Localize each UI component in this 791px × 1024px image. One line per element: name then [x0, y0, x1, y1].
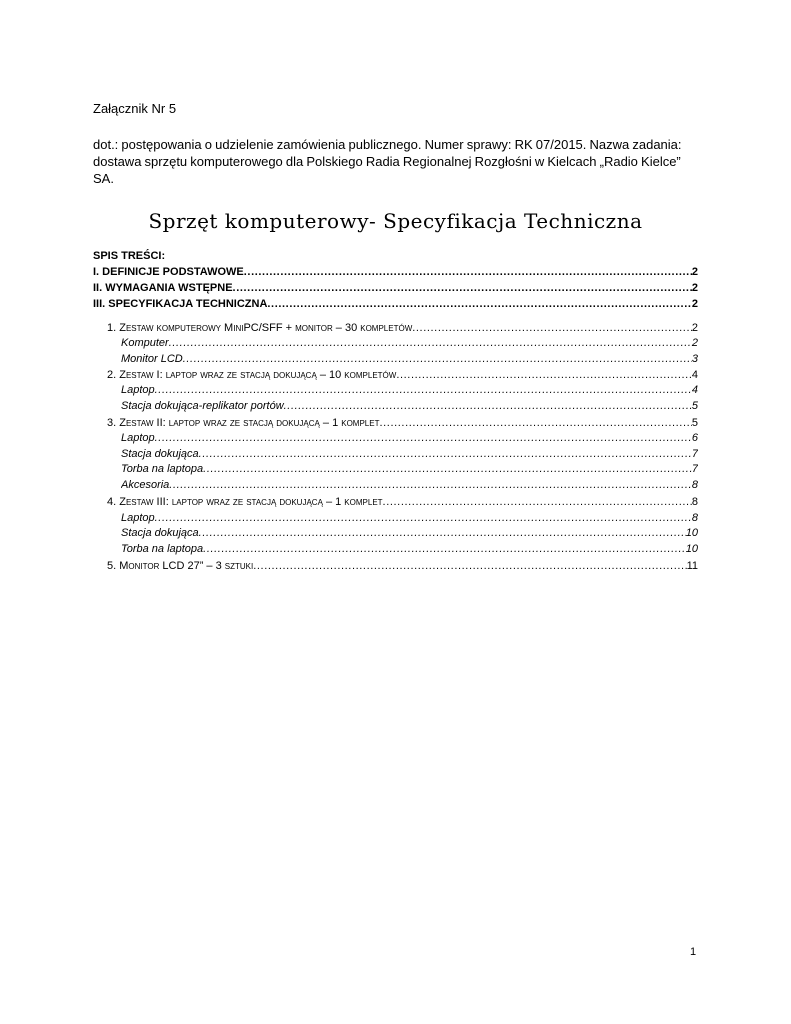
toc-entry[interactable] [121, 337, 698, 352]
toc-dot-leader [203, 463, 692, 475]
toc-dot-leader [169, 479, 692, 491]
toc-dot-leader [284, 400, 692, 412]
toc-entry-page: 11 [686, 560, 698, 572]
toc-entry-label: I. DEFINICJE PODSTAWOWE [93, 266, 244, 278]
toc-dot-leader [379, 417, 691, 429]
toc-entry-page: 5 [691, 417, 698, 429]
toc-entry[interactable] [107, 417, 698, 432]
toc-dot-leader [412, 322, 692, 334]
toc-dot-leader [267, 298, 691, 310]
toc-entry-label: Laptop [121, 432, 155, 444]
toc-entry-page: 6 [691, 432, 698, 444]
toc-dot-leader [199, 448, 692, 460]
toc-entry-label: Stacja dokująca [121, 527, 199, 539]
toc-dot-leader [233, 282, 692, 294]
toc-entry-page: 8 [691, 479, 698, 491]
toc-heading: SPIS TREŚCI: [93, 250, 166, 262]
toc-entry[interactable] [93, 266, 698, 281]
toc-entry-label: Stacja dokująca [121, 448, 199, 460]
toc-entry-page: 4 [691, 384, 698, 396]
page-number: 1 [690, 946, 697, 958]
toc-entry-label: 3. Zestaw II: laptop wraz ze stacją dokującą – 1 komplet [107, 417, 380, 429]
toc-entry[interactable] [107, 369, 698, 384]
toc-entry-label: Stacja dokująca-replikator portów [121, 400, 284, 412]
toc-dot-leader [155, 384, 692, 396]
toc-entry-label: Komputer [121, 337, 169, 349]
toc-entry-label: Laptop [121, 384, 155, 396]
toc-dot-leader [183, 353, 692, 365]
toc-dot-leader [244, 266, 692, 278]
toc-entry-page: 2 [691, 266, 698, 278]
toc-entry[interactable] [121, 400, 698, 415]
intro-paragraph: dot.: postępowania o udzielenie zamówienia publicznego. Numer sprawy: RK 07/2015. Nazwa zadania: dostawa sprzętu komputerowego dla Polskiego Radia Regionalnej Rozgłośni w Kielcach „Radio Kielce” SA. [93, 137, 682, 186]
toc-entry-page: 2 [691, 337, 698, 349]
toc-dot-leader [155, 512, 692, 524]
toc-entry-page: 5 [691, 400, 698, 412]
toc-entry[interactable] [121, 527, 698, 542]
toc-entry[interactable] [121, 543, 698, 558]
toc-dot-leader [155, 432, 692, 444]
toc-entry-page: 2 [691, 298, 698, 310]
toc-entry-page: 8 [691, 496, 698, 508]
toc-entry-label: 1. Zestaw komputerowy MiniPC/SFF + monitor – 30 kompletów [107, 322, 413, 334]
toc-entry-page: 2 [691, 282, 698, 294]
toc-entry[interactable] [121, 479, 698, 494]
toc-entry-label: Monitor LCD [121, 353, 183, 365]
toc-entry[interactable] [107, 496, 698, 511]
toc-entry-label: Torba na laptopa [121, 463, 204, 475]
toc-entry-page: 10 [685, 527, 698, 539]
document-title: Sprzęt komputerowy- Specyfikacja Techniczna [148, 209, 643, 233]
toc-entry[interactable] [107, 560, 698, 575]
toc-entry-page: 8 [691, 512, 698, 524]
toc-entry-page: 4 [691, 369, 698, 381]
toc-entry[interactable] [93, 282, 698, 297]
toc-entry-label: III. SPECYFIKACJA TECHNICZNA [93, 298, 268, 310]
toc-entry-page: 7 [691, 463, 698, 475]
toc-entry-label: Torba na laptopa [121, 543, 204, 555]
toc-entry-page: 3 [691, 353, 698, 365]
toc-dot-leader [383, 496, 692, 508]
toc-entry[interactable] [93, 298, 698, 313]
toc-entry-page: 10 [685, 543, 698, 555]
toc-dot-leader [199, 527, 686, 539]
toc-entry-label: II. WYMAGANIA WSTĘPNE [93, 282, 233, 294]
toc-entry[interactable] [121, 448, 698, 463]
toc-dot-leader [396, 369, 692, 381]
toc-entry[interactable] [121, 432, 698, 447]
toc-entry-label: Akcesoria [121, 479, 170, 491]
toc-entry-page: 2 [691, 322, 698, 334]
toc-entry[interactable] [121, 384, 698, 399]
toc-entry[interactable] [121, 512, 698, 527]
toc-dot-leader [253, 560, 686, 572]
toc-entry-label: 4. Zestaw III: laptop wraz ze stacją dokującą – 1 komplet [107, 496, 383, 508]
toc-entry[interactable] [121, 463, 698, 478]
attachment-label: Załącznik Nr 5 [93, 101, 177, 116]
toc-entry-label: 2. Zestaw I: laptop wraz ze stacją dokującą – 10 kompletów [107, 369, 397, 381]
toc-dot-leader [203, 543, 686, 555]
toc-entry[interactable] [121, 353, 698, 368]
toc-entry-label: Laptop [121, 512, 155, 524]
toc-dot-leader [169, 337, 692, 349]
toc-entry[interactable] [107, 322, 698, 337]
toc-entry-page: 7 [691, 448, 698, 460]
toc-entry-label: 5. Monitor LCD 27” – 3 sztuki [107, 560, 254, 572]
